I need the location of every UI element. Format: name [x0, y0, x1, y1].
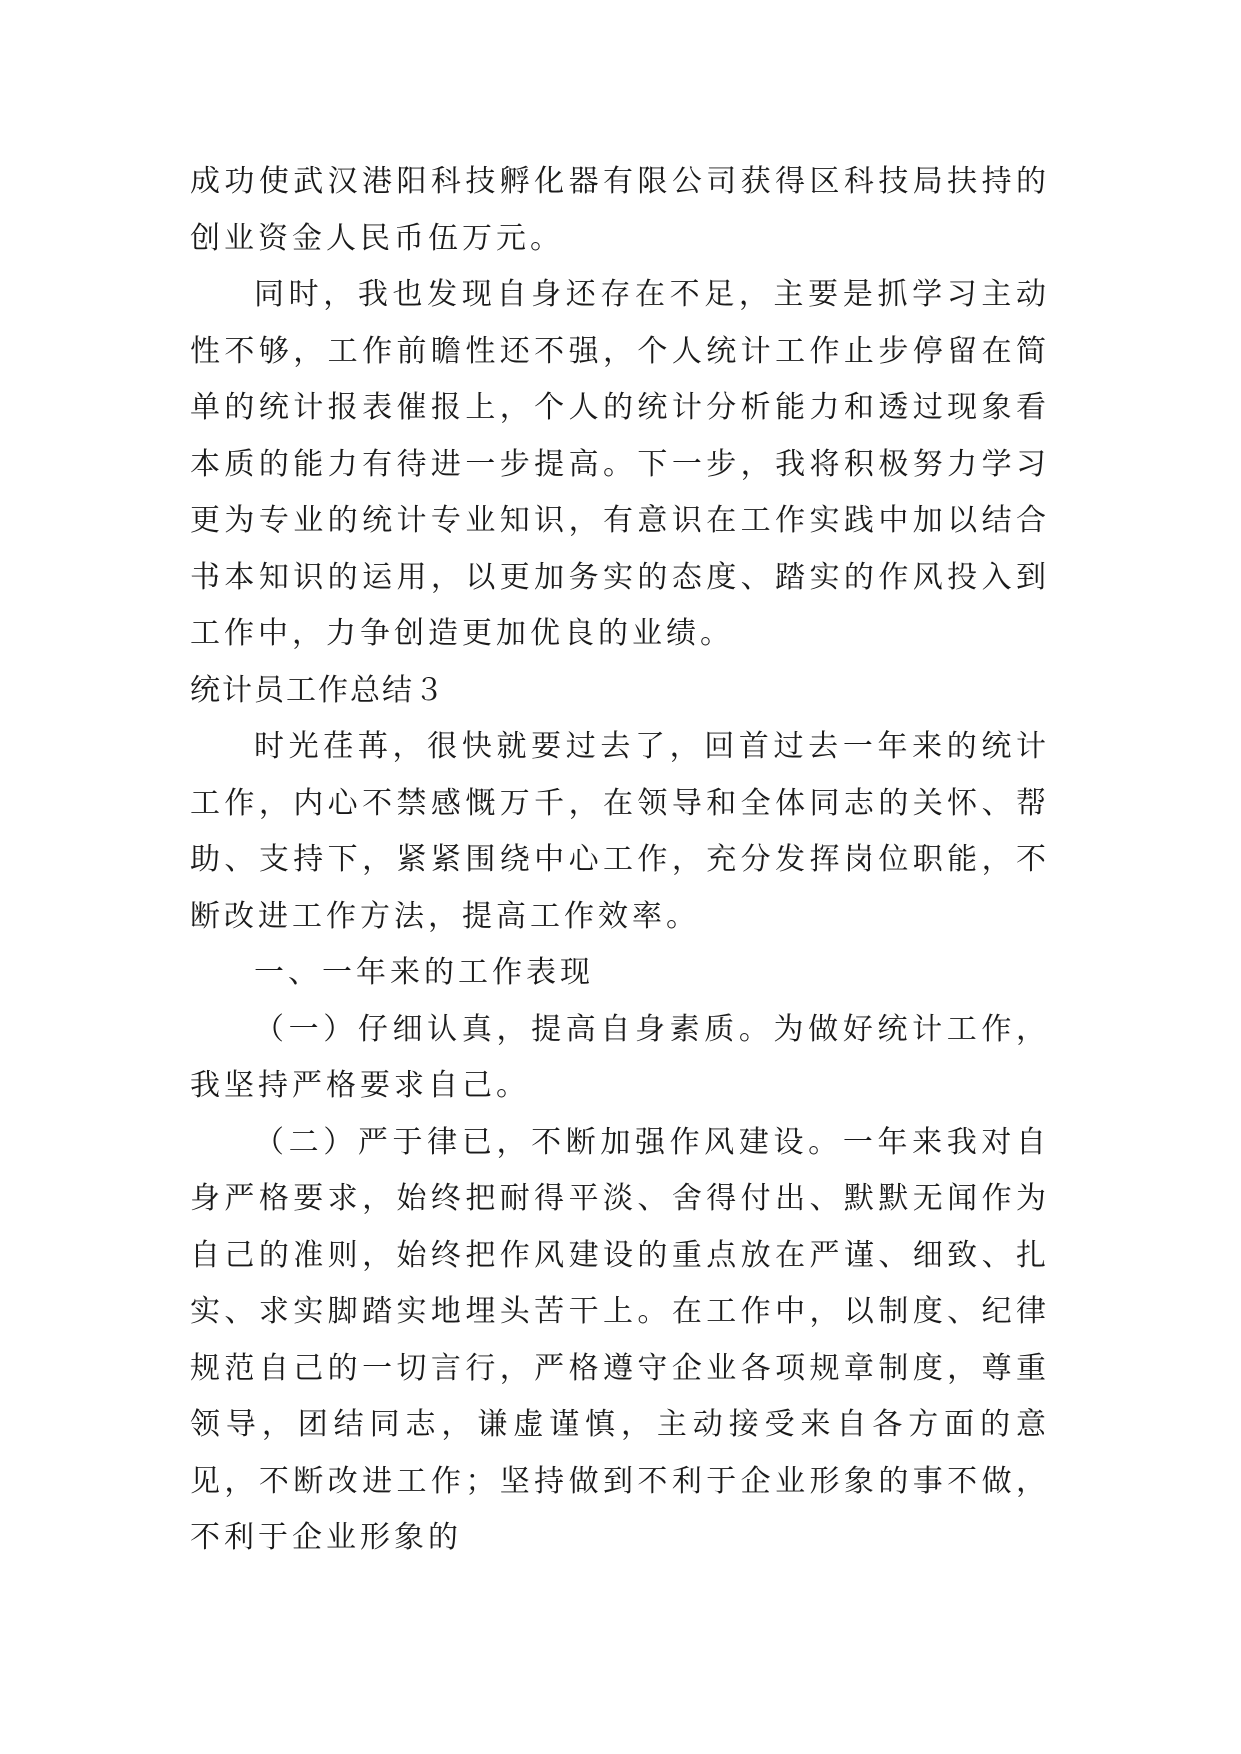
paragraph-intro: 时光荏苒，很快就要过去了，回首过去一年来的统计工作，内心不禁感慨万千，在领导和全体同志的关怀、帮助、支持下，紧紧围绕中心工作，充分发挥岗位职能，不断改进工作方法，提高工作效率。 [190, 729, 1050, 934]
paragraph-item-2: （二）严于律已，不断加强作风建设。一年来我对自身严格要求，始终把耐得平淡、舍得付出、默默无闻作为自己的准则，始终把作风建设的重点放在严谨、细致、扎实、求实脚踏实地埋头苦干上。在工作中，以制度、纪律规范自己的一切言行，严格遵守企业各项规章制度，尊重领导，团结同志，谦虚谨慎，主动接受来自各方面的意见，不断改进工作；坚持做到不利于企业形象的事不做，不利于企业形象的 [190, 1124, 1050, 1555]
section-title: 统计员工作总结３ [190, 672, 446, 708]
document-body [190, 154, 1050, 1567]
paragraph-shortcomings: 同时，我也发现自身还存在不足，主要是抓学习主动性不够，工作前瞻性还不强，个人统计工作止步停留在简单的统计报表催报上，个人的统计分析能力和透过现象看本质的能力有待进一步提高。下一步，我将积极努力学习更为专业的统计专业知识，有意识在工作实践中加以结合书本知识的运用，以更加务实的态度、踏实的作风投入到工作中，力争创造更加优良的业绩。 [190, 277, 1050, 651]
subheading-performance: 一、一年来的工作表现 [254, 955, 594, 990]
paragraph-continuation: 成功使武汉港阳科技孵化器有限公司获得区科技局扶持的创业资金人民币伍万元。 [190, 164, 1050, 256]
paragraph-item-1: （一）仔细认真，提高自身素质。为做好统计工作，我坚持严格要求自己。 [190, 1011, 1050, 1103]
